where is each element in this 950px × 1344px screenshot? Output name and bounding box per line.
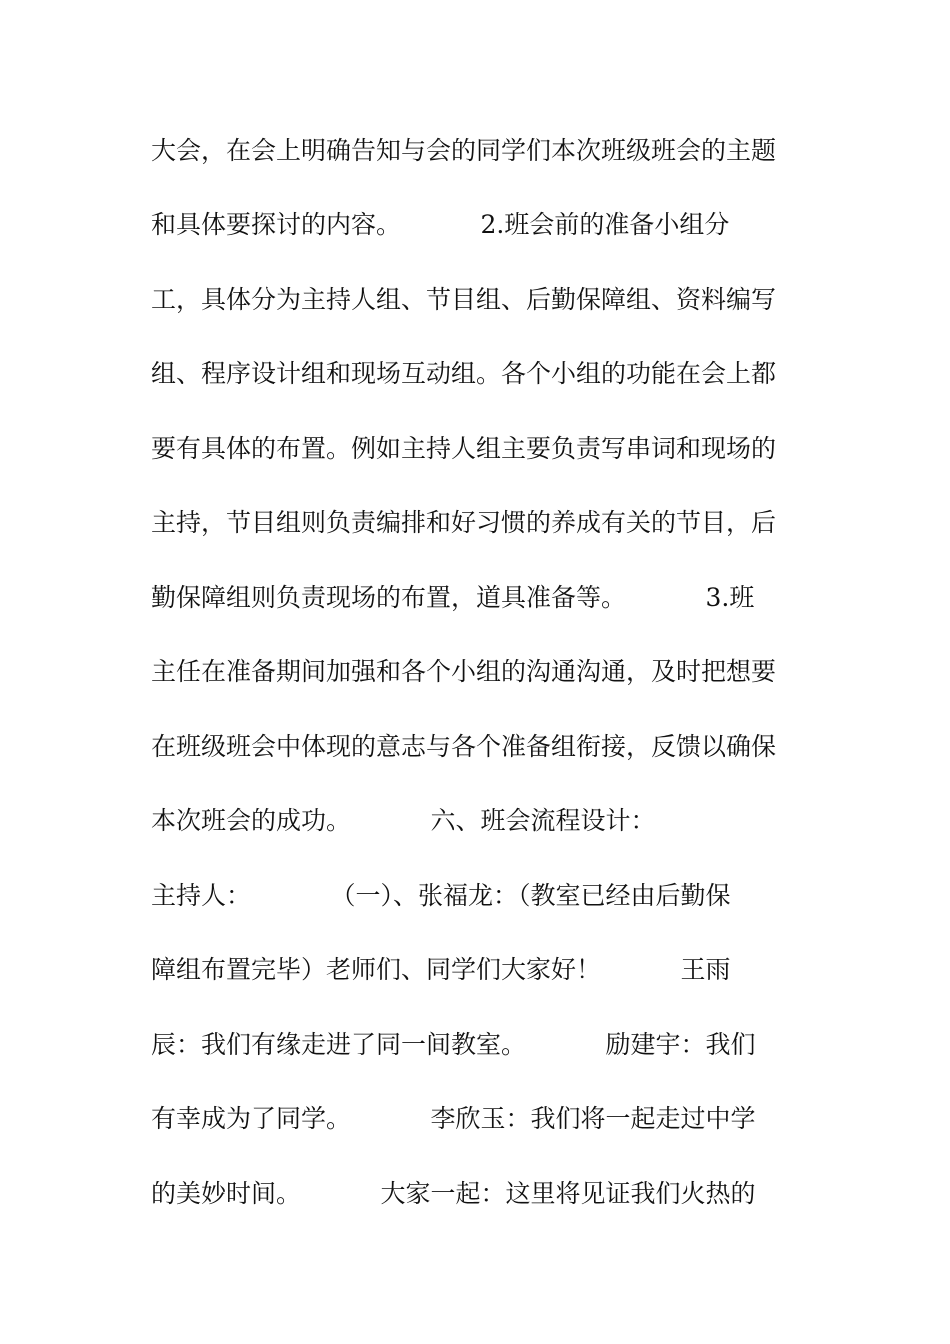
text-line: 工，具体分为主持人组、节目组、后勤保障组、资料编写: [151, 285, 777, 314]
text-line: 和具体要探讨的内容。 2.班会前的准备小组分: [151, 210, 730, 239]
text-line: 主任在准备期间加强和各个小组的沟通沟通，及时把想要: [151, 657, 777, 686]
text-line: 障组布置完毕）老师们、同学们大家好！ 王雨: [151, 955, 731, 984]
text-line: 大会，在会上明确告知与会的同学们本次班级班会的主题: [151, 136, 777, 165]
text-line: 组、程序设计组和现场互动组。各个小组的功能在会上都: [151, 359, 777, 388]
text-line: 在班级班会中体现的意志与各个准备组衔接，反馈以确保: [151, 732, 777, 761]
text-line: 主持，节目组则负责编排和好习惯的养成有关的节目，后: [151, 508, 777, 537]
text-line: 主持人： （一）、张福龙：（教室已经由后勤保: [151, 881, 731, 910]
text-line: 的美妙时间。 大家一起：这里将见证我们火热的: [151, 1179, 756, 1208]
text-line: 本次班会的成功。 六、班会流程设计：: [151, 806, 656, 835]
text-line: 要有具体的布置。例如主持人组主要负责写串词和现场的: [151, 434, 777, 463]
text-line: 有幸成为了同学。 李欣玉：我们将一起走过中学: [151, 1104, 756, 1133]
text-line: 勤保障组则负责现场的布置，道具准备等。 3.班: [151, 583, 755, 612]
text-line: 辰：我们有缘走进了同一间教室。 励建宇：我们: [151, 1030, 756, 1059]
